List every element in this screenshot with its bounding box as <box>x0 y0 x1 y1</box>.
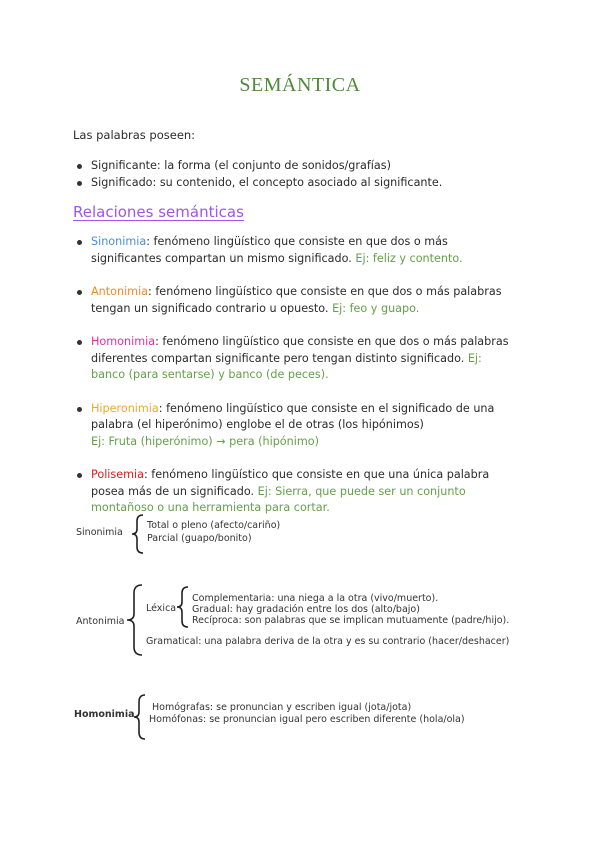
relation-term: Homonimia <box>91 335 156 348</box>
relation-antonimia <box>73 284 513 317</box>
relation-term: Antonimia <box>91 285 149 298</box>
relation-sinonimia <box>73 234 513 267</box>
page-title: SEMÁNTICA <box>239 74 361 96</box>
list-item: Significante: la forma (el conjunto de sonidos/grafías) <box>73 158 442 175</box>
relation-definition: : fenómeno lingüístico que consiste en que dos o más significantes compartan un mismo significado. <box>91 235 448 265</box>
relation-example: Ej: feliz y contento. <box>355 251 463 265</box>
diagram-item: Parcial (guapo/bonito) <box>147 533 252 544</box>
diagram-item: Gradual: hay gradación entre los dos (alto/bajo) <box>192 604 420 615</box>
diagram-label-sinonimia: Sinonimia <box>76 527 123 538</box>
relation-term: Polisemia <box>91 468 144 481</box>
relation-example: Ej: Sierra, que puede ser un conjunto montañoso o una herramienta para cortar. <box>91 484 466 514</box>
curly-brace-icon <box>133 694 147 740</box>
relation-homonimia <box>73 334 513 384</box>
diagram-label-antonimia: Antonimia <box>76 616 125 627</box>
diagram-lexica: Léxica <box>146 603 177 614</box>
relation-polisemia <box>73 467 513 517</box>
intro-text: Las palabras poseen: <box>73 128 196 142</box>
relation-hiperonimia <box>73 401 513 451</box>
relation-example: Ej: feo y guapo. <box>332 301 420 315</box>
diagram-gramatical: Gramatical: una palabra deriva de la otra y es su contrario (hacer/deshacer) <box>146 636 510 647</box>
relation-definition: : fenómeno lingüístico que consiste en que una única palabra posea más de un significado. <box>91 468 490 498</box>
diagram-label-homonimia: Homonimia <box>74 709 135 720</box>
list-item: Significado: su contenido, el concepto asociado al significante. <box>73 175 442 192</box>
sign-list <box>73 158 442 191</box>
diagram-item: Total o pleno (afecto/cariño) <box>147 520 281 531</box>
diagram-item: Recíproca: son palabras que se implican mutuamente (padre/hijo). <box>192 615 510 626</box>
relation-example: Ej: Fruta (hiperónimo) → pera (hipónimo) <box>91 434 319 448</box>
relation-definition: : fenómeno lingüístico que consiste en que dos o más palabras tengan un significado contrario u opuesto. <box>91 285 502 315</box>
curly-brace-icon <box>176 586 190 628</box>
diagram-item: Homógrafas: se pronuncian y escriben igual (jota/jota) <box>152 702 412 713</box>
diagram-item: Homófonas: se pronuncian igual pero escriben diferente (hola/ola) <box>149 714 465 725</box>
relation-definition: : fenómeno lingüístico que consiste en que dos o más palabras diferentes compartan significante pero tengan distinto significado. <box>91 335 509 365</box>
relations-list <box>73 234 513 534</box>
diagram-item: Complementaria: una niega a la otra (vivo/muerto). <box>192 593 439 604</box>
curly-brace-icon <box>126 584 144 656</box>
section-heading: Relaciones semánticas <box>73 203 244 221</box>
relation-example: Ej: banco (para sentarse) y banco (de peces). <box>91 351 482 381</box>
curly-brace-icon <box>131 514 145 554</box>
relation-term: Sinonimia <box>91 235 147 248</box>
relation-term: Hiperonimia <box>91 401 159 415</box>
relation-definition: : fenómeno lingüístico que consiste en el significado de una palabra (el hiperónimo) englobe el de otras (los hipónimos) <box>91 401 495 431</box>
